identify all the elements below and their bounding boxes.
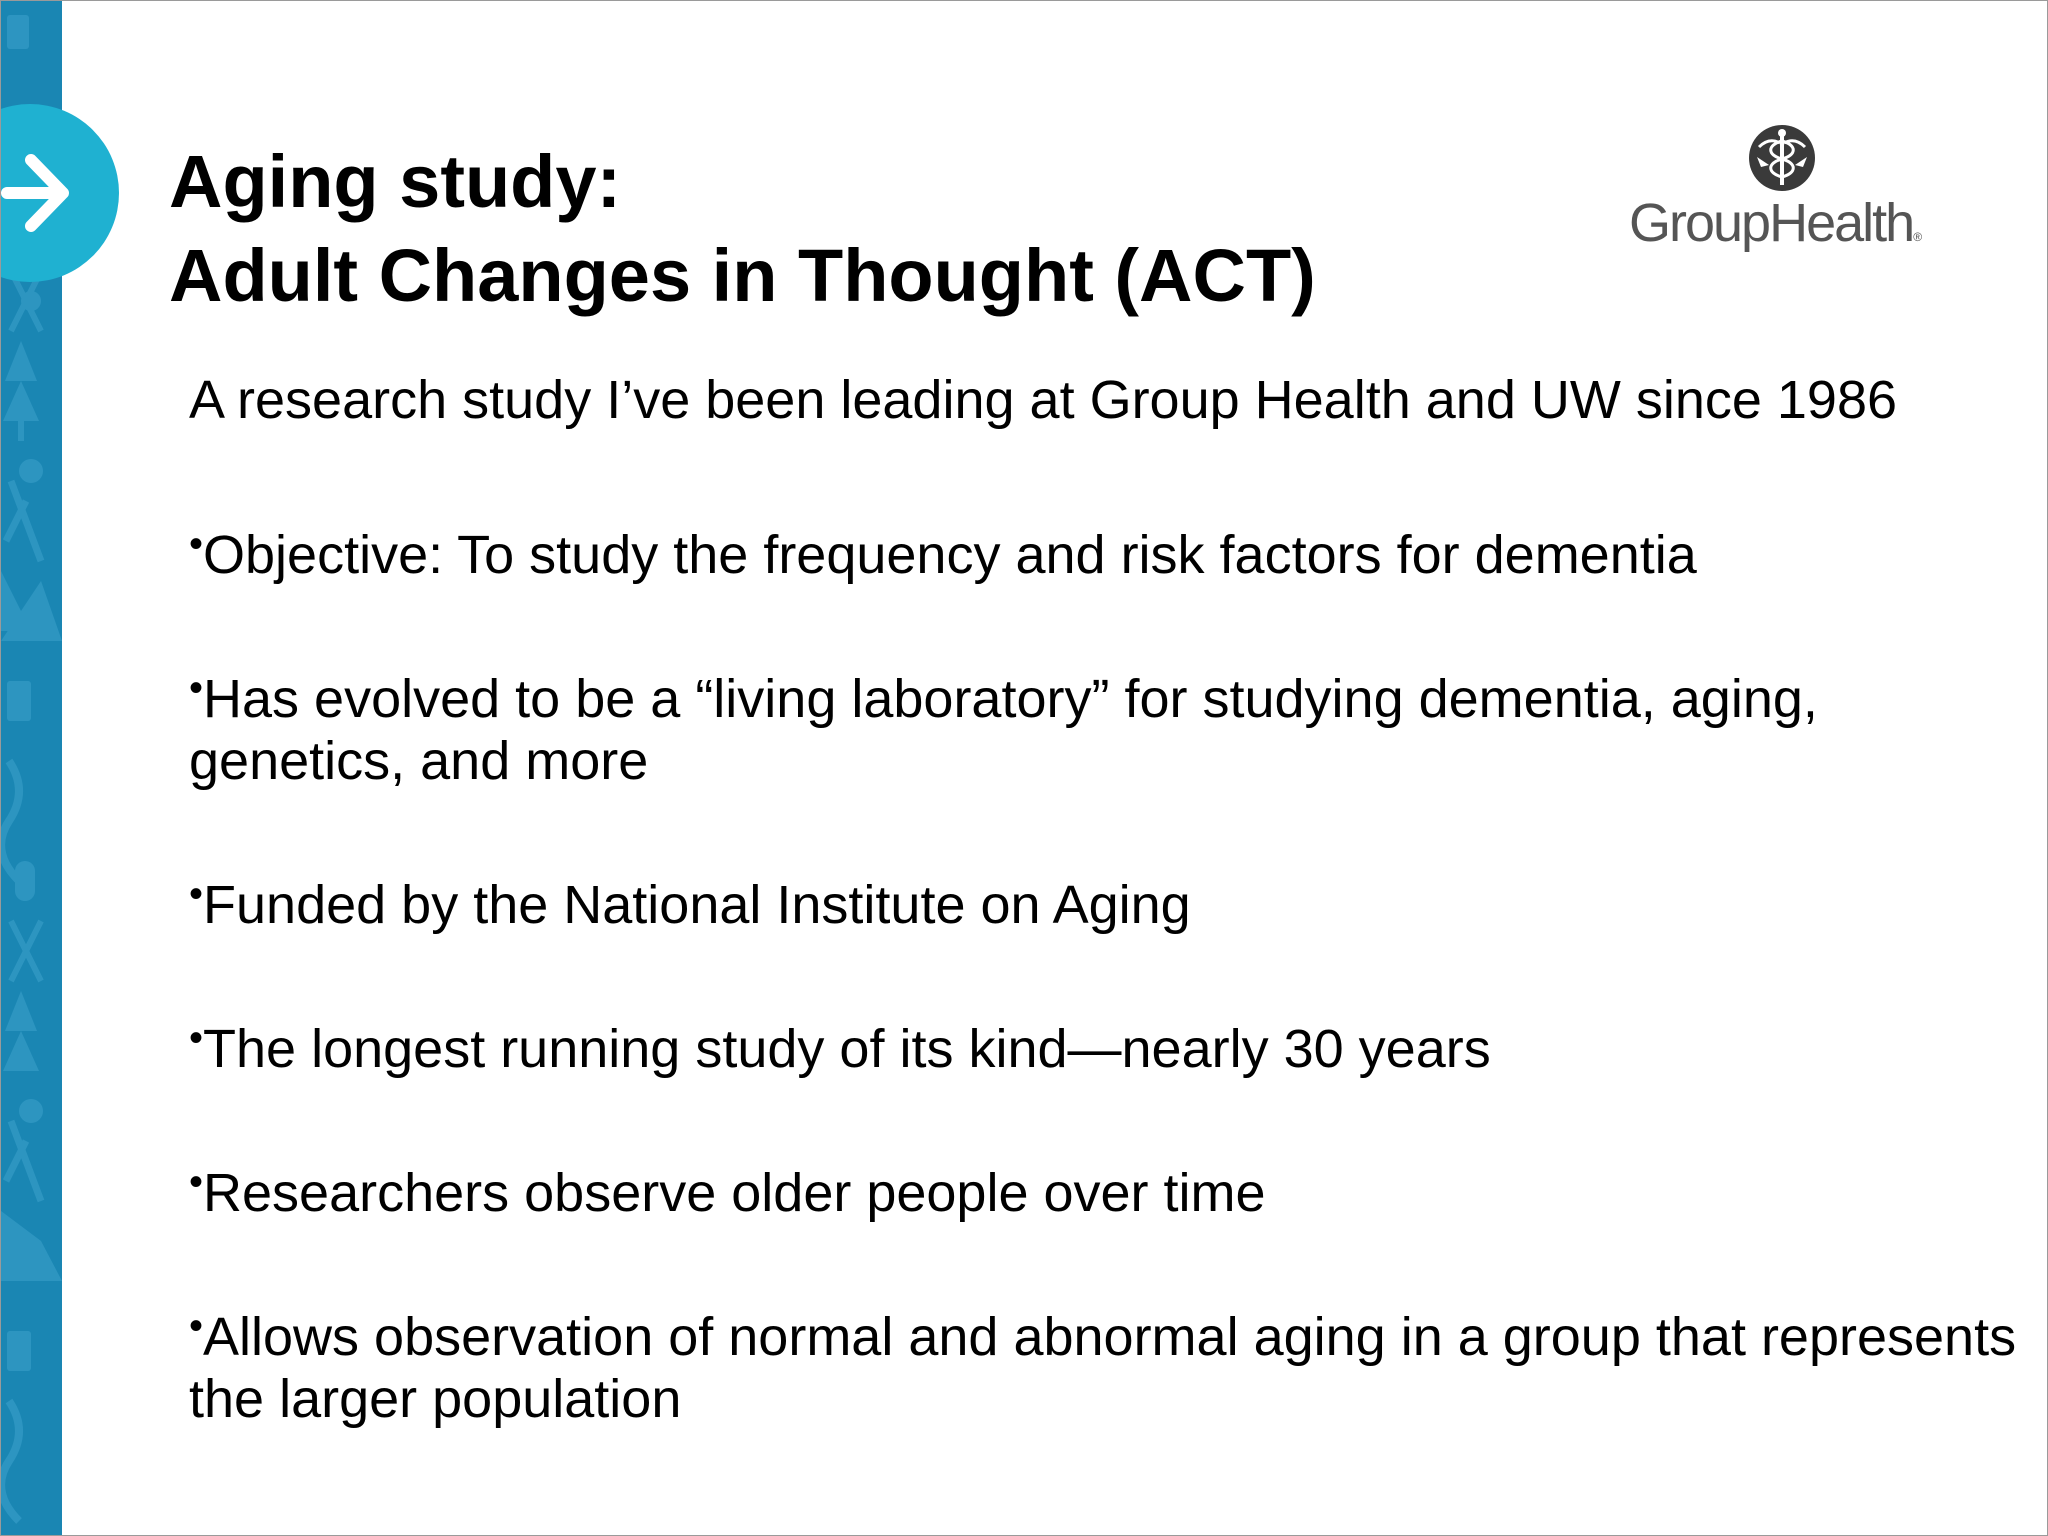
caduceus-emblem-icon — [1747, 123, 1817, 193]
bullet-item: •Has evolved to be a “living laboratory” for studying dementia, aging, genetics, and more — [189, 666, 1818, 791]
bullet-item: •Objective: To study the frequency and risk factors for dementia — [189, 522, 1697, 585]
bullet-item: •Allows observation of normal and abnormal aging in a group that represents the larger population — [189, 1304, 2017, 1429]
intro-text: A research study I’ve been leading at Group Health and UW since 1986 — [189, 370, 1898, 430]
bullet-item: •The longest running study of its kind—nearly 30 years — [189, 1016, 1491, 1079]
logo-wordmark: GroupHealth® — [1629, 193, 1923, 253]
group-health-logo — [1629, 119, 1949, 259]
slide-title — [169, 135, 1316, 323]
bullet-item: •Funded by the National Institute on Aging — [189, 872, 1191, 935]
arrow-badge — [0, 104, 119, 282]
arrow-right-icon — [1, 138, 71, 248]
bullet-item: •Researchers observe older people over time — [189, 1160, 1266, 1223]
slide-title-line2: Adult Changes in Thought (ACT) — [169, 234, 1316, 317]
slide-title-line1: Aging study: — [169, 140, 622, 223]
